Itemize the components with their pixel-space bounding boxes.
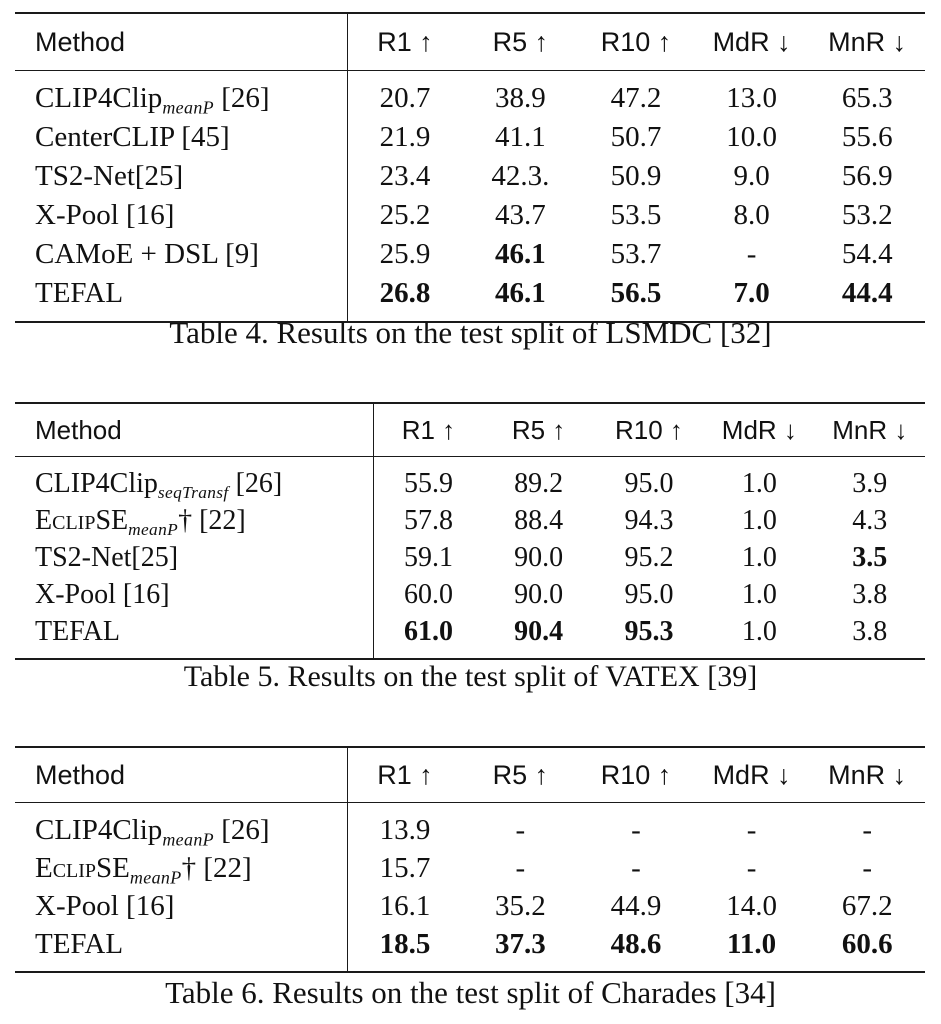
- value-mdr: 7.0: [733, 277, 770, 309]
- value-r10: 50.9: [610, 160, 662, 192]
- value-mnr: 44.4: [841, 277, 893, 309]
- method-cell: [15, 502, 373, 539]
- value-r5: 41.1: [495, 121, 546, 153]
- value-r1: 25.9: [379, 238, 431, 270]
- value-r10: 95.0: [624, 467, 674, 499]
- table-vatex: [15, 402, 925, 660]
- table-row: [15, 613, 925, 659]
- table-header-row: [15, 747, 925, 803]
- value-mnr: -: [862, 851, 873, 884]
- value-mnr: 3.8: [852, 615, 888, 647]
- value-mdr: -: [746, 813, 757, 846]
- value-r5: -: [515, 813, 526, 846]
- method-cell: CenterCLIP [45]: [15, 118, 347, 157]
- value-mdr: 13.0: [726, 82, 777, 114]
- value-r5: 46.1: [495, 238, 546, 270]
- value-mdr: 9.0: [733, 160, 770, 192]
- table-row: [15, 887, 925, 925]
- col-header-r1: R1 ↑: [401, 414, 456, 445]
- method-citation: † [22]: [181, 851, 252, 884]
- value-mdr: 1.0: [741, 504, 777, 536]
- value-mnr: 54.4: [841, 238, 893, 270]
- results-table: [15, 12, 925, 323]
- table-caption: Table 5. Results on the test split of VATEX [39]: [183, 660, 758, 693]
- table-row: [15, 803, 925, 850]
- value-r10: 53.5: [610, 199, 662, 231]
- table-row: [15, 925, 925, 972]
- value-r10: 94.3: [624, 504, 674, 536]
- value-mdr: 11.0: [727, 927, 777, 960]
- method-cell: [15, 803, 347, 850]
- table-charades: [15, 746, 925, 973]
- value-r5: 90.0: [514, 578, 564, 610]
- method-subscript: meanP: [128, 519, 179, 539]
- value-r5: 89.2: [514, 467, 564, 499]
- col-header-r10: R10 ↑: [600, 759, 672, 790]
- value-r10: 50.7: [610, 121, 662, 153]
- method-cell: TS2-Net[25]: [15, 539, 373, 576]
- value-r10: 47.2: [610, 82, 662, 114]
- col-header-r10: R10 ↑: [600, 26, 672, 57]
- method-name: CLIP4Clip: [35, 82, 163, 114]
- value-r1: 21.9: [379, 121, 431, 153]
- value-mdr: -: [746, 851, 757, 884]
- method-cell: TEFAL: [15, 274, 347, 322]
- value-r1: 15.7: [379, 851, 431, 884]
- method-cell: X-Pool [16]: [15, 196, 347, 235]
- value-r1: 23.4: [379, 160, 431, 192]
- method-cell: X-Pool [16]: [15, 887, 347, 925]
- col-header-r10: R10 ↑: [615, 414, 683, 445]
- table-row: [15, 235, 925, 274]
- col-header-method: Method: [15, 403, 373, 457]
- value-mnr: 4.3: [852, 504, 888, 536]
- value-mnr: 3.8: [852, 578, 888, 610]
- col-header-r1: R1 ↑: [377, 26, 433, 57]
- value-r10: 56.5: [610, 277, 662, 309]
- value-mnr: 55.6: [841, 121, 893, 153]
- value-r1: 13.9: [379, 813, 431, 846]
- value-r5: 37.3: [495, 927, 546, 960]
- method-subscript: seqTransf: [157, 482, 229, 502]
- value-mdr: 1.0: [741, 467, 777, 499]
- value-mnr: -: [862, 813, 873, 846]
- value-r5: 38.9: [495, 82, 546, 114]
- value-mdr: 14.0: [726, 889, 777, 922]
- method-subscript: meanP: [162, 828, 215, 849]
- value-r10: 95.3: [624, 615, 674, 647]
- method-name: EclipSE: [35, 504, 129, 536]
- method-cell: TS2-Net[25]: [15, 157, 347, 196]
- value-r10: 95.0: [624, 578, 674, 610]
- value-r10: -: [631, 813, 641, 846]
- col-header-mdr: MdR ↓: [712, 759, 791, 790]
- value-r1: 26.8: [379, 277, 431, 309]
- value-mdr: 1.0: [741, 615, 777, 647]
- value-r5: 88.4: [514, 504, 564, 536]
- value-r1: 61.0: [403, 615, 453, 647]
- table-row: [15, 539, 925, 576]
- table-caption: Table 4. Results on the test split of LSMDC [32]: [169, 315, 772, 350]
- value-r10: 48.6: [610, 927, 662, 960]
- col-header-mnr: MnR ↓: [832, 414, 908, 445]
- value-r1: 55.9: [403, 467, 453, 499]
- method-name: EclipSE: [35, 851, 130, 884]
- method-cell: TEFAL: [15, 925, 347, 972]
- results-table: [15, 402, 925, 660]
- value-mdr: -: [746, 238, 757, 270]
- value-mnr: 56.9: [841, 160, 893, 192]
- value-mdr: 8.0: [733, 199, 770, 231]
- value-r1: 16.1: [379, 889, 431, 922]
- table-row: [15, 71, 925, 119]
- table-row: [15, 502, 925, 539]
- col-header-method: Method: [15, 13, 347, 71]
- value-r5: 42.3.: [491, 160, 550, 192]
- table-row: [15, 196, 925, 235]
- results-table: [15, 746, 925, 973]
- method-citation: [26]: [214, 813, 270, 846]
- value-r1: 20.7: [379, 82, 431, 114]
- col-header-mdr: MdR ↓: [712, 26, 791, 57]
- col-header-mdr: MdR ↓: [721, 414, 797, 445]
- value-mdr: 1.0: [741, 541, 777, 573]
- value-mdr: 10.0: [726, 121, 777, 153]
- table-header-row: [15, 403, 925, 457]
- method-cell: CAMoE + DSL [9]: [15, 235, 347, 274]
- method-cell: [15, 71, 347, 119]
- value-r10: 44.9: [610, 889, 662, 922]
- table-caption: Table 6. Results on the test split of Charades [34]: [165, 975, 776, 1010]
- method-cell: X-Pool [16]: [15, 576, 373, 613]
- table-row: [15, 118, 925, 157]
- value-r5: 43.7: [495, 199, 546, 231]
- method-citation: † [22]: [178, 504, 246, 536]
- col-header-r5: R5 ↑: [492, 759, 549, 790]
- col-header-mnr: MnR ↓: [828, 759, 907, 790]
- value-r5: 35.2: [495, 889, 546, 922]
- value-mnr: 65.3: [841, 82, 893, 114]
- table-header-row: [15, 13, 925, 71]
- value-mnr: 67.2: [841, 889, 893, 922]
- col-header-r5: R5 ↑: [511, 414, 566, 445]
- value-mdr: 1.0: [741, 578, 777, 610]
- method-cell: TEFAL: [15, 613, 373, 659]
- value-r10: -: [631, 851, 641, 884]
- table-row: [15, 849, 925, 887]
- value-r1: 18.5: [379, 927, 431, 960]
- value-mnr: 53.2: [841, 199, 893, 231]
- col-header-r5: R5 ↑: [492, 26, 549, 57]
- value-mnr: 60.6: [841, 927, 893, 960]
- value-r1: 57.8: [403, 504, 453, 536]
- method-subscript: meanP: [129, 866, 182, 887]
- method-name: CLIP4Clip: [35, 467, 158, 499]
- value-r1: 59.1: [403, 541, 453, 573]
- table-row: [15, 157, 925, 196]
- method-cell: [15, 457, 373, 503]
- method-citation: [26]: [228, 467, 283, 499]
- table-row: [15, 576, 925, 613]
- value-r10: 53.7: [610, 238, 662, 270]
- value-r1: 25.2: [379, 199, 431, 231]
- value-r1: 60.0: [403, 578, 453, 610]
- col-header-mnr: MnR ↓: [828, 26, 907, 57]
- value-r5: 90.0: [514, 541, 564, 573]
- value-r5: -: [515, 851, 526, 884]
- table-lsmdc: [15, 12, 925, 323]
- value-mnr: 3.9: [852, 467, 888, 499]
- table-row: [15, 457, 925, 503]
- method-cell: [15, 849, 347, 887]
- value-r10: 95.2: [624, 541, 674, 573]
- col-header-method: Method: [15, 747, 347, 803]
- method-name: CLIP4Clip: [35, 813, 163, 846]
- col-header-r1: R1 ↑: [377, 759, 433, 790]
- value-r5: 46.1: [495, 277, 546, 309]
- method-citation: [26]: [214, 82, 270, 114]
- value-r5: 90.4: [514, 615, 564, 647]
- value-mnr: 3.5: [852, 541, 888, 573]
- method-subscript: meanP: [162, 97, 215, 118]
